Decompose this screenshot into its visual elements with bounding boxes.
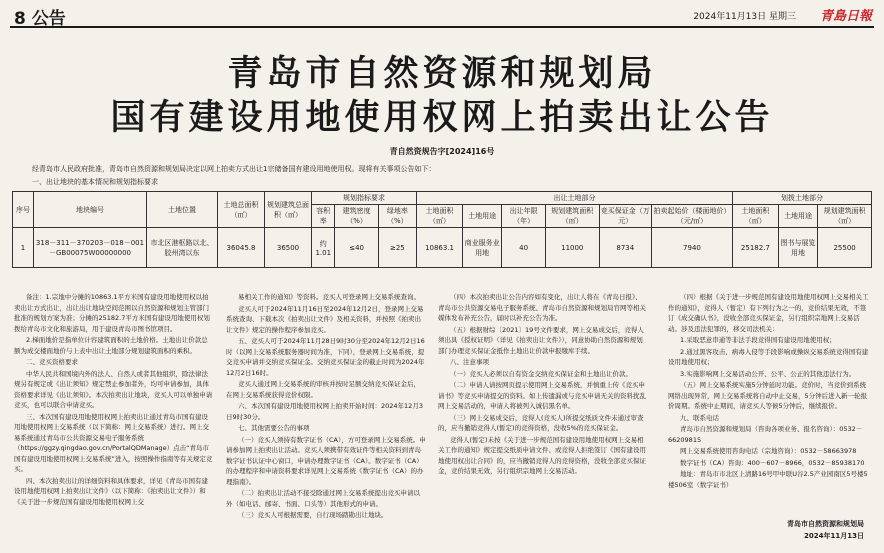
paragraph: 中华人民共和国境内外的法人、自然人或者其他组织，除法律法规另有规定或《出让须知》规定禁止参加者外，均可申请参加，具体资格要求详见《出让须知》。本次拍卖出让地块，竞买人可以单独申请竞买，也可以联合申请竞买。 [14, 369, 213, 409]
paragraph: 五、竞买人可于2024年11月28日9时30分至2024年12月2日16时（以网上交易系统服务器时间为准，下同），登录网上交易系统，提交竞买申请并交纳竞买保证金。交纳竞买保证金的截止时间为2024年12月2日16时。 [226, 337, 425, 377]
table-header-cell: 规划建筑面积（㎡） [545, 205, 599, 228]
paragraph: （四）根据《关于进一步规范国有建设用地使用权网上交易相关工作的通知》，竞得人（暂定）有下列行为之一的，竞价结果无效，不签订《成交确认书》，没收全部竞买保证金，另行组织宗地网上交易活动。涉及违法犯罪的，移交司法机关： [668, 293, 869, 333]
table-header-cell: 地块编号 [34, 192, 147, 228]
table-row [13, 228, 872, 268]
table-header-cell: 规划指标要求 [312, 192, 417, 205]
table-cell: 商业服务业用地 [462, 228, 501, 268]
paragraph: 1.采取恶意串通等非法手段竞得国有建设用地使用权； [680, 336, 836, 344]
paragraph: 2.梯面地价是指单位计容建筑面积的土地价格。土地出让价款总额为成交楼面地价与上表中出让土地部分规划建筑面积的乘积。 [14, 336, 208, 355]
table-cell: 约1.01 [312, 228, 335, 268]
paragraph: （二）申请人请按网页提示使用网上交易系统，并慎重上传《竞买申请书》等竞买申请提交的资料。如上传遗漏或与竞买申请无关的资料扰乱网上交易活动的，申请人将被列入诚信黑名单。 [438, 381, 646, 410]
table-header-cell: 绿地率（%） [378, 205, 416, 228]
table-header-cell: 土地位置 [147, 192, 218, 228]
paragraph: （三）竞买人可根据需要，自行现场踏勘出让地块。 [238, 511, 388, 519]
table-cell: 10863.1 [417, 228, 463, 268]
paragraph: （三）网上交易成交后，竞得人(竞买人)所提交纸质文件未通过审查的，应当撤销竞得人(暂定)的竞得资格，没收5%的竞买保证金。 [438, 413, 644, 432]
paragraph: 备注：1.宗地中分摊的10863.1平方米国有建设用地使用权以拍卖出让方式出让，出让出让地块空间范围以自然资源和规划主管部门批准的规划方案为准；分摊的25182.7平方米国有建设用地使用权划拨给青岛市文化和旅游局，用于建设青岛市图书馆项目。 [14, 293, 210, 333]
table-cell: 40 [502, 228, 546, 268]
paragraph: 3.实施影响网上交易活动公开、公平、公正的其他违法行为。 [680, 369, 856, 378]
table-header-cell: 竞买保证金（万元） [599, 205, 651, 228]
table-header-cell: 土地总面积（㎡） [218, 192, 265, 228]
paragraph: 竞买人可于2024年11月16日至2024年12月2日，登录网上交易系统查询、下载本次《拍卖出让文件》及相关资料，并按照《拍卖出让文件》规定的操作程序参加竞买。 [226, 304, 424, 334]
table-header-cell: 容积率 [312, 205, 335, 228]
table-cell: ≤40 [335, 228, 378, 268]
table-cell: 11000 [545, 228, 599, 268]
paragraph: 数字证书（CA）咨询：400－607－8966，0532－85938170 [680, 458, 865, 467]
paragraph: （一）竞买人必须以自有资金交纳竞买保证金和土地出让价款。 [450, 369, 632, 378]
paragraph: （五）根据财综〔2021〕19号文件要求，网上交易成交后，竞得人须出具《授权证明》（详见《拍卖出让文件》），同意协助自然资源和规划部门办理竞买保证金抵作土地出让价款申报缴库手续。 [438, 325, 644, 355]
table-header-cell: 土地面积（㎡） [417, 205, 463, 228]
table-header-cell: 土地用途 [778, 205, 817, 228]
signature-date: 2024年11月13日 [804, 532, 864, 540]
document-number: 青自然资规告字[2024]16号 [389, 147, 495, 156]
table-header-cell: 出让年限（年） [502, 205, 546, 228]
table-cell: 市北区港枢路以北、胶州湾以东 [147, 228, 218, 268]
paragraph: 青岛市自然资源和规划局（咨询各项业务、报名咨询）：0532－66209815 [668, 425, 863, 444]
paragraph: 四、本次拍卖出让的详细资料和具体要求，详见《青岛市国有建设用地使用权网上拍卖出让文件》（以下简称：《拍卖出让文件》）和《关于进一步规范国有建设用地使用权网上交 [14, 476, 208, 506]
issue-date: 2024年11月13日 星期三 [693, 12, 796, 22]
paragraph: 八、注意事项 [450, 358, 489, 366]
table-cell: 1 [13, 228, 34, 268]
paragraph: （二）拍卖出让活动不接受除通过网上交易系统提出竞买申请以外（如电话、邮寄、书面、口头等）其他形式的申请。 [226, 489, 420, 508]
paragraph: 竞得人(暂定)未按《关于进一步规范国有建设用地使用权网上交易相关工作的通知》规定提交纸质申请文件、或竞得人拒绝签订《国有建设用地使用权出让合同》的，应当撤销竞得人的竞得资格，没收全部竞买保证金，竞价结果无效，另行组织宗地网上交易活动。 [438, 435, 646, 475]
headline-line-1: 青岛市自然资源和规划局 [227, 54, 657, 94]
table-header-cell: 序号 [13, 192, 34, 228]
page-header [10, 4, 874, 28]
text-column-4 [668, 292, 872, 491]
table-header-cell: 建筑密度（%） [335, 205, 378, 228]
page-label: 8 公告 [14, 9, 66, 29]
table-cell: 36045.8 [218, 228, 265, 268]
paragraph: 二、竞买资格要求 [26, 358, 78, 366]
table-cell: ≥25 [378, 228, 416, 268]
table-cell: 7940 [651, 228, 732, 268]
table-cell: 25182.7 [732, 228, 778, 268]
signature-org: 青岛市自然资源和规划局 [787, 520, 864, 528]
table-cell: 318－311－370203－018－001－GB00075W00000000 [34, 228, 147, 268]
table-cell: 图书与展览用地 [778, 228, 817, 268]
table-header-cell: 规划建筑总面积（㎡） [265, 192, 312, 228]
intro-paragraph: 经青岛市人民政府批准，青岛市自然资源和规划局决定以网上拍卖方式出让1宗储备国有建设用地使用权。现将有关事项公告如下： [32, 165, 436, 173]
paragraph: （四）本次拍卖出让公告内容如有变化，出让人将在《青岛日报》、青岛市公共资源交易电子服务系统、青岛市自然资源和规划局官网等相关媒体发布补充公告，届时以补充公告为准。 [438, 293, 646, 322]
text-column-3 [438, 292, 648, 478]
newspaper-logo: 青島日報 [819, 9, 872, 24]
paragraph: 2.通过黑客攻击、病毒入侵等手段影响或操纵交易系统竞得国有建设用地使用权； [668, 347, 869, 366]
table-cell: 36500 [265, 228, 312, 268]
text-column-1 [14, 292, 214, 508]
table-cell: 8734 [599, 228, 651, 268]
table-header-cell: 划拨土地部分 [732, 192, 871, 205]
signature-block [787, 518, 864, 542]
land-parcel-table [12, 191, 872, 268]
paragraph: （一）竞买人须持有数字证书（CA），方可登录网上交易系统。申请参加网上拍卖出让活动。竞买人须携带有效证件等相关资料到青岛数字证书认证中心窗口，申请办理数字证书（CA）。数字证书（CA）的办理程序和申请资料要求详见网上交易系统《数字证书（CA）的办理指南》。 [226, 435, 426, 486]
section-heading: 一、出让地块的基本情况和规划指标要求 [32, 178, 158, 186]
paragraph: 六、本次国有建设用地使用权网上拍卖开始时间：2024年12月3日9时30分。 [226, 402, 423, 421]
paragraph: 九、联系电话 [680, 413, 719, 422]
headline-line-2: 国有建设用地使用权网上拍卖出让公告 [110, 98, 774, 138]
text-column-2 [226, 292, 426, 522]
table-cell: 25500 [818, 228, 872, 268]
paragraph: 七、其他需要公告的事项 [238, 424, 310, 432]
table-header-row [13, 192, 872, 205]
paragraph: 易相关工作的通知》等资料。竞买人可登录网上交易系统查询。 [238, 293, 420, 301]
paragraph: （五）网上交易系统实施5分钟延时功能。竞价时，当竞价到系统网络出现异常，网上交易系统将自动中止交易，5分钟后进入新一轮报价周期。系统中止期间，请竞买人等候5分钟后，继续报价。 [668, 381, 868, 410]
table-header-cell: 规划建筑面积（㎡） [818, 205, 872, 228]
table-header-cell: 土地面积（㎡） [732, 205, 778, 228]
table-header-cell: 土地用途 [462, 205, 501, 228]
table-header-cell: 出让土地部分 [417, 192, 733, 205]
table-header-cell: 拍卖起始价（楼面地价）（元/㎡） [651, 205, 732, 228]
paragraph: 竞买人通过网上交易系统的审核并按时足额交纳竞买保证金后，在网上交易系统获得竞价权限。 [226, 380, 420, 399]
paragraph: 三、本次国有建设用地使用权网上拍卖出让通过青岛市国有建设用地使用权网上交易系统（以下简称：网上交易系统）进行。网上交易系统通过青岛市公共资源交易电子服务系统（https://ggzy.qingdao.gov.cn/PortalQDManage）点击“青岛市国有建设用地使用权网上交易系统”进入，按照操作指南等有关规定竞买。 [14, 412, 213, 473]
paragraph: 网上交易系统使用咨询电话（宗地咨询）：0532－58663978 [680, 447, 857, 455]
paragraph: 地址：青岛市市北区上清路16号甲中联U谷2.5产业园南区5号楼5楼506室（数字证书） [668, 470, 868, 489]
